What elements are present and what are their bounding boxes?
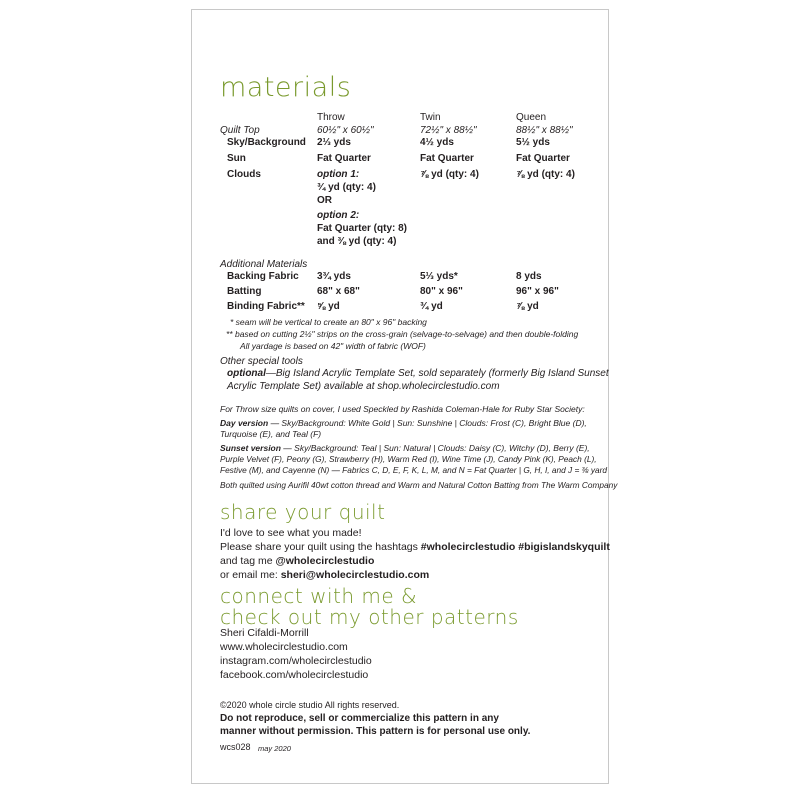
column-header-queen: Queen — [516, 112, 547, 123]
day-version-line2: Turquoise (E), and Teal (F) — [220, 429, 322, 439]
clouds-option2-line2: and ⅜ yd (qty: 4) — [317, 236, 397, 247]
sun-twin: Fat Quarter — [420, 153, 474, 164]
sunset-version-label: Sunset version — [220, 443, 281, 453]
clouds-option2-label: option 2: — [317, 210, 360, 221]
clouds-twin: ⅞ yd (qty: 4) — [420, 169, 479, 180]
warning-line1: Do not reproduce, sell or commercialize this pattern in any — [220, 713, 499, 724]
warning-line2: manner without permission. This pattern is for personal use only. — [220, 726, 531, 737]
size-twin: 72½" x 88½" — [420, 125, 477, 136]
size-throw: 60½" x 60½" — [317, 125, 374, 136]
clouds-option1-value: ¾ yd (qty: 4) — [317, 182, 376, 193]
footnote-backing: * seam will be vertical to create an 80" x 96" backing — [230, 317, 427, 327]
footnote-wof: All yardage is based on 42" width of fabric (WOF) — [240, 341, 426, 351]
connect-heading-line2: check out my other patterns — [220, 605, 519, 629]
share-email: sheri@wholecirclestudio.com — [280, 569, 430, 581]
quilt-top-label: Quilt Top — [220, 125, 260, 136]
backing-queen: 8 yds — [516, 271, 542, 282]
clouds-queen: ⅞ yd (qty: 4) — [516, 169, 575, 180]
optional-label: optional — [227, 368, 266, 379]
share-line3 — [220, 555, 374, 569]
size-queen: 88½" x 88½" — [516, 125, 573, 136]
connect-heading — [220, 586, 519, 628]
share-line1: I'd love to see what you made! — [220, 527, 362, 539]
sun-queen: Fat Quarter — [516, 153, 570, 164]
row-label-sky: Sky/Background — [227, 137, 306, 148]
fabric-intro: For Throw size quilts on cover, I used Speckled by Rashida Coleman-Hale for Ruby Star Society: — [220, 404, 585, 414]
clouds-or: OR — [317, 195, 332, 206]
copyright-text: ©2020 whole circle studio All rights reserved. — [220, 700, 400, 710]
row-label-clouds: Clouds — [227, 169, 261, 180]
clouds-option1-label: option 1: — [317, 169, 360, 180]
share-email-prefix: or email me: — [220, 569, 281, 581]
batting-twin: 80" x 96" — [420, 286, 463, 297]
materials-heading: materials — [220, 72, 352, 103]
connect-heading-line1: connect with me & — [220, 584, 418, 608]
other-tools-text: —Big Island Acrylic Template Set, sold separately (formerly Big Island Sunset — [265, 368, 609, 379]
sky-throw: 2⅓ yds — [317, 137, 351, 148]
share-hashtags: #wholecirclestudio #bigislandskyquilt — [420, 541, 610, 553]
column-header-twin: Twin — [420, 112, 441, 123]
sunset-version-line2: Purple Velvet (F), Peony (G), Strawberry (H), Warm Red (I), Wine Time (J), Candy Pink (K), Peach (L), — [220, 454, 597, 464]
day-version-text: — Sky/Background: White Gold | Sun: Sunshine | Clouds: Frost (C), Bright Blue (D), — [268, 418, 587, 428]
sun-throw: Fat Quarter — [317, 153, 371, 164]
row-label-binding: Binding Fabric** — [227, 301, 305, 312]
row-label-sun: Sun — [227, 153, 246, 164]
pattern-date: may 2020 — [258, 744, 291, 753]
sunset-version-text: — Sky/Background: Teal | Sun: Natural | Clouds: Daisy (C), Witchy (D), Berry (E), — [280, 443, 590, 453]
binding-throw: ⅝ yd — [317, 301, 340, 312]
other-tools-line2: Acrylic Template Set) available at shop.wholecirclestudio.com — [227, 381, 500, 392]
sky-queen: 5½ yds — [516, 137, 550, 148]
connect-website-link[interactable]: www.wholecirclestudio.com — [220, 641, 348, 653]
additional-materials-label: Additional Materials — [220, 259, 308, 270]
share-handle: @wholecirclestudio — [275, 555, 375, 567]
day-version-line1 — [220, 418, 587, 430]
quilting-note: Both quilted using Aurifil 40wt cotton thread and Warm and Natural Cotton Batting from The Warm Company — [220, 480, 618, 490]
batting-queen: 96" x 96" — [516, 286, 559, 297]
row-label-backing: Backing Fabric — [227, 271, 299, 282]
binding-twin: ¾ yd — [420, 301, 443, 312]
connect-facebook-link[interactable]: facebook.com/wholecirclestudio — [220, 669, 369, 681]
binding-queen: ⅞ yd — [516, 301, 539, 312]
pattern-code: wcs028 — [220, 742, 251, 752]
column-header-throw: Throw — [317, 112, 345, 123]
other-tools-line1 — [227, 368, 609, 379]
share-tag-prefix: and tag me — [220, 555, 276, 567]
footnote-binding: ** based on cutting 2½" strips on the cross-grain (selvage-to-selvage) and then double-folding — [226, 329, 579, 339]
backing-twin: 5⅓ yds* — [420, 271, 458, 282]
sunset-version-line1 — [220, 443, 590, 455]
sky-twin: 4½ yds — [420, 137, 454, 148]
other-tools-label: Other special tools — [220, 356, 303, 367]
batting-throw: 68" x 68" — [317, 286, 360, 297]
connect-instagram-link[interactable]: instagram.com/wholecirclestudio — [220, 655, 372, 667]
backing-throw: 3¾ yds — [317, 271, 351, 282]
row-label-batting: Batting — [227, 286, 262, 297]
share-line4 — [220, 569, 429, 583]
share-line2 — [220, 541, 610, 555]
connect-name: Sheri Cifaldi-Morrill — [220, 627, 309, 639]
sunset-version-line3: Festive (M), and Cayenne (N) — Fabrics C, D, E, F, K, L, M, and N = Fat Quarter | G, H, I, and J = ⅜ yard — [220, 465, 608, 475]
share-hashtag-prefix: Please share your quilt using the hashtags — [220, 541, 421, 553]
share-heading: share your quilt — [220, 500, 386, 524]
day-version-label: Day version — [220, 418, 269, 428]
clouds-option2-line1: Fat Quarter (qty: 8) — [317, 223, 408, 234]
